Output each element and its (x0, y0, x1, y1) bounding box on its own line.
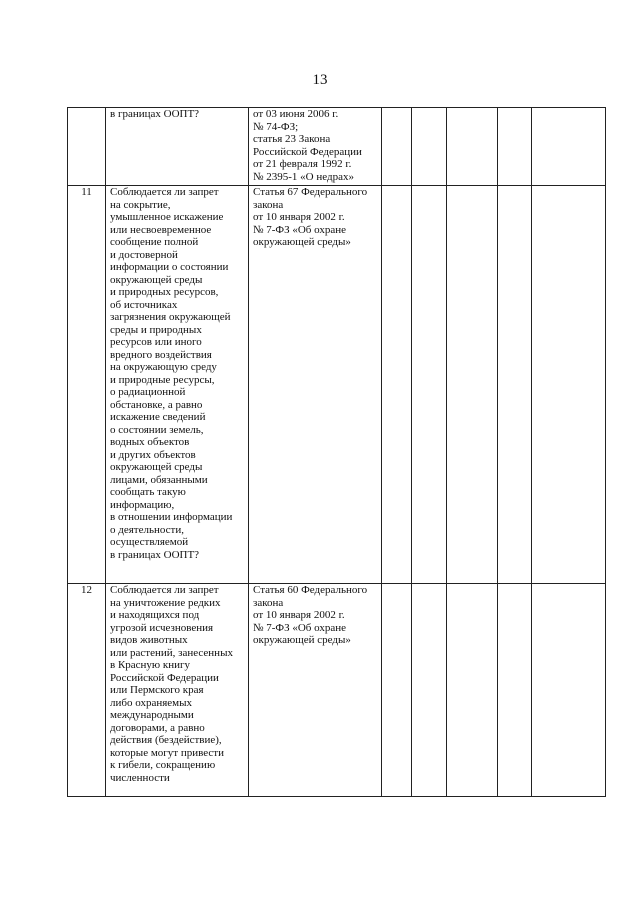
table-row (68, 186, 606, 584)
empty-cell (498, 186, 532, 584)
question-line: осуществляемой (110, 536, 189, 548)
question-line: сообщение полной (110, 236, 199, 248)
law-reference-line: Статья 67 Федерального (253, 186, 368, 198)
law-reference-line: Российской Федерации (253, 145, 362, 158)
law-reference-line: № 74-ФЗ; (253, 120, 299, 133)
question-line: водных объектов (110, 436, 190, 448)
table-body (68, 108, 606, 797)
question-line: об источниках (110, 298, 178, 311)
empty-cell (532, 186, 606, 584)
empty-cell (447, 186, 498, 584)
question-line: искажение сведений (110, 411, 206, 423)
law-reference-cell (249, 584, 382, 797)
question-line: видов животных (110, 634, 188, 646)
checklist-table (67, 107, 606, 797)
empty-cell (447, 584, 498, 797)
question-line: о состоянии земель, (110, 423, 204, 436)
question-line: информации о состоянии (110, 261, 229, 273)
empty-cell (498, 584, 532, 797)
law-reference-line: от 10 января 2002 г. (253, 609, 345, 621)
question-line: умышленное искажение (110, 211, 224, 223)
row-number: 12 (68, 584, 106, 797)
row-number (68, 108, 106, 186)
law-reference-line: № 2395-1 «О недрах» (253, 170, 354, 183)
question-line: или растений, занесенных (110, 646, 233, 659)
law-reference-line: закона (253, 596, 284, 609)
question-line: которые могут привести (110, 746, 224, 759)
question-line: Российской Федерации (110, 671, 219, 684)
empty-cell (412, 186, 447, 584)
question-line: и достоверной (110, 248, 178, 261)
law-reference-line: статья 23 Закона (253, 133, 331, 145)
law-reference-cell (249, 108, 382, 186)
question-line: международными (110, 709, 194, 721)
law-reference-line: окружающей среды» (253, 236, 351, 248)
law-reference-line: Статья 60 Федерального (253, 584, 368, 596)
question-line: действия (бездействие), (110, 734, 222, 746)
question-line: лицами, обязанными (110, 473, 208, 486)
question-cell (106, 584, 249, 797)
law-reference-cell (249, 186, 382, 584)
question-line: о радиационной (110, 386, 186, 398)
question-line: окружающей среды (110, 461, 203, 473)
law-reference-line: от 10 января 2002 г. (253, 211, 345, 223)
question-line: в границах ООПТ? (110, 548, 200, 561)
question-line: Соблюдается ли запрет (110, 584, 219, 596)
question-line: сообщать такую (110, 486, 186, 498)
empty-cell (532, 584, 606, 797)
law-reference-line: закона (253, 198, 284, 211)
question-line: и находящихся под (110, 609, 200, 621)
law-reference-line: № 7-ФЗ «Об охране (253, 223, 347, 236)
question-line: угрозой исчезновения (110, 621, 214, 634)
question-line: или Пермского края (110, 684, 204, 696)
question-line: о деятельности, (110, 523, 184, 536)
question-line: информацию, (110, 498, 175, 511)
law-reference-line: от 03 июня 2006 г. (253, 108, 339, 120)
empty-cell (412, 108, 447, 186)
question-line: обстановке, а равно (110, 398, 203, 411)
question-line: или несвоевременное (110, 223, 212, 236)
law-reference-line: № 7-ФЗ «Об охране (253, 621, 347, 634)
empty-cell (447, 108, 498, 186)
law-reference-line: окружающей среды» (253, 634, 351, 646)
table-row (68, 108, 606, 186)
empty-cell (498, 108, 532, 186)
question-line: либо охраняемых (110, 696, 193, 709)
question-line: в границах ООПТ? (110, 108, 200, 120)
question-line: и других объектов (110, 448, 196, 461)
question-line: и природных ресурсов, (110, 286, 219, 298)
page-number: 13 (312, 72, 328, 88)
question-line: ресурсов или иного (110, 336, 202, 348)
question-line: на уничтожение редких (110, 596, 221, 609)
question-cell (106, 108, 249, 186)
question-line: Соблюдается ли запрет (110, 186, 219, 198)
question-line: договорами, а равно (110, 721, 205, 734)
question-line: на окружающую среду (110, 361, 217, 373)
question-line: на сокрытие, (110, 198, 171, 211)
table-row (68, 584, 606, 797)
question-line: численности (110, 771, 170, 784)
question-line: вредного воздействия (110, 348, 212, 361)
empty-cell (532, 108, 606, 186)
question-cell (106, 186, 249, 584)
empty-cell (382, 186, 412, 584)
question-line: загрязнения окружающей (110, 311, 231, 323)
question-line: к гибели, сокращению (110, 759, 216, 771)
law-reference-line: от 21 февраля 1992 г. (253, 158, 352, 170)
question-line: окружающей среды (110, 273, 203, 286)
empty-cell (382, 108, 412, 186)
question-line: в отношении информации (110, 511, 233, 523)
empty-cell (412, 584, 447, 797)
question-line: среды и природных (110, 323, 202, 336)
question-line: в Красную книгу (110, 659, 191, 671)
row-number: 11 (68, 186, 106, 584)
question-line: и природные ресурсы, (110, 373, 215, 386)
empty-cell (382, 584, 412, 797)
